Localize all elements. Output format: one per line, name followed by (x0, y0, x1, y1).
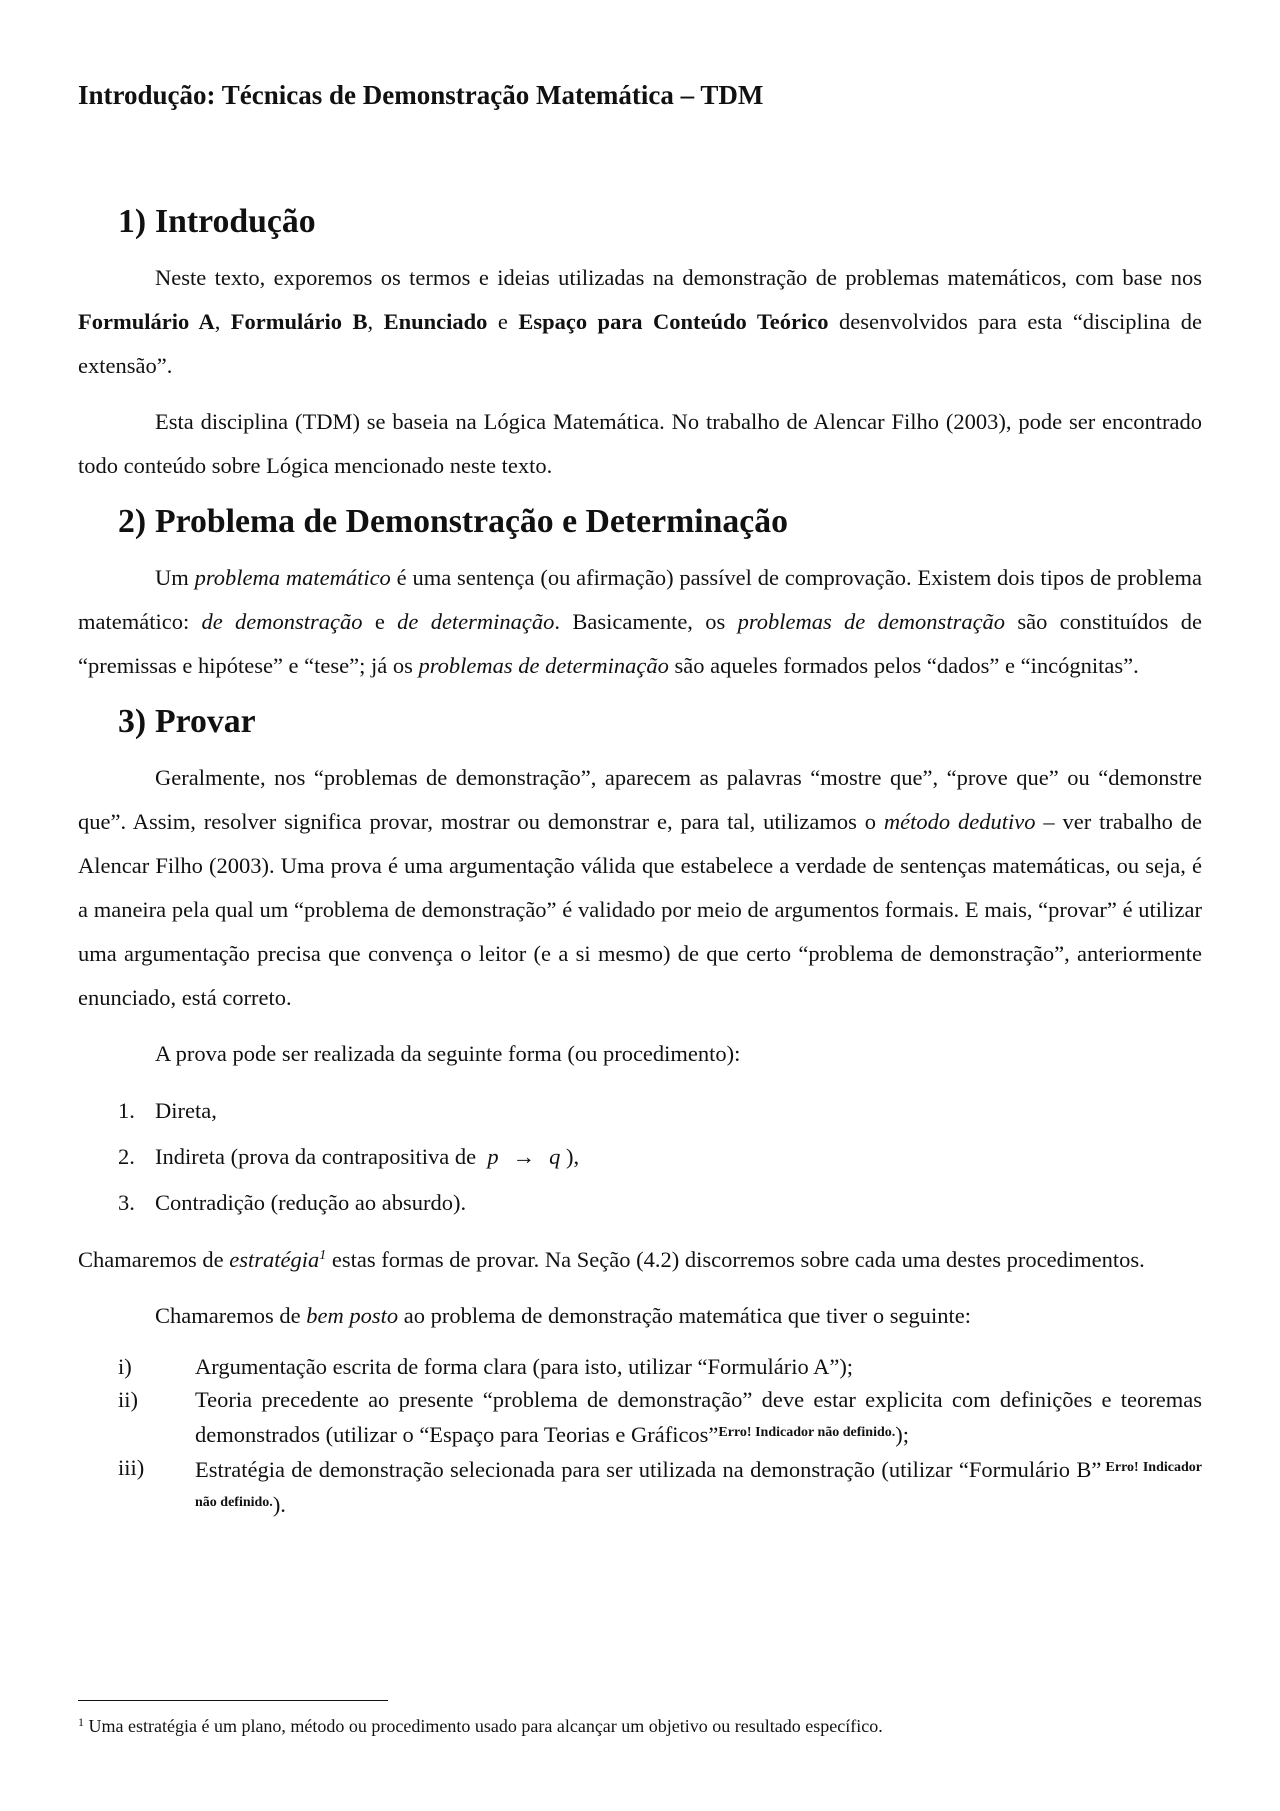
footnote (78, 1716, 883, 1737)
list-number: 2. (118, 1144, 135, 1169)
list-text: Contradição (redução ao absurdo). (155, 1190, 467, 1215)
text-run: e (487, 309, 519, 334)
text-run: – ver trabalho de Alencar Filho (2003). Uma prova é uma argumentação válida que estabelece a verdade de sentenças matemáticas, ou seja, é a maneira pela qual um “problema de demonstração” é validado por meio de argumentos formais. E mais, “provar” é utilizar uma argumentação precisa que convença o leitor (e a si mesmo) de que certo “problema de demonstração”, anteriormente enunciado, está correto. (78, 809, 1202, 1010)
section-heading-provar (78, 700, 1202, 744)
list-text: Direta, (155, 1098, 217, 1123)
list-number: ii) (118, 1387, 138, 1412)
italic-term: problemas de demonstração (737, 609, 1006, 634)
text-run: Um (155, 565, 195, 590)
list-number: i) (118, 1354, 132, 1379)
paragraph (78, 556, 1202, 688)
italic-term: problemas de determinação (418, 653, 669, 678)
text-run: ). (272, 1492, 286, 1517)
italic-term: de demonstração (201, 609, 363, 634)
text-run: ao problema de demonstração matemática que tiver o seguinte: (398, 1303, 971, 1328)
math-variable: p (487, 1144, 499, 1169)
list-item (78, 1383, 1202, 1451)
paragraph (78, 256, 1202, 388)
list-text (195, 1451, 1202, 1521)
document-title: Introdução: Técnicas de Demonstração Matemática – TDM (78, 80, 764, 110)
error-reference: Erro! Indicador não definido. (195, 1460, 1202, 1510)
italic-term: problema matemático (194, 565, 391, 590)
text-run: desenvolvidos para esta “disciplina de extensão”. (78, 309, 1202, 378)
list-number: iii) (118, 1455, 145, 1480)
text-run: e (362, 609, 398, 634)
paragraph: Esta disciplina (TDM) se baseia na Lógica Matemática. No trabalho de Alencar Filho (2003), pode ser encontrado todo conteúdo sobre Lógica mencionado neste texto. (78, 409, 1202, 478)
text-run: estas formas de provar. Na Seção (4.2) discorremos sobre cada uma destes procedimentos. (326, 1247, 1145, 1272)
proof-methods-list (78, 1088, 1202, 1226)
list-item (118, 1134, 1202, 1180)
text-run: Neste texto, exporemos os termos e ideias utilizadas na demonstração de problemas matemáticos, com base nos (155, 265, 1202, 290)
paragraph (78, 1294, 1202, 1338)
paragraph: A prova pode ser realizada da seguinte forma (ou procedimento): (155, 1041, 741, 1066)
section-title: Problema de Demonstração e Determinação (155, 503, 788, 540)
list-text: Indireta (prova da contrapositiva de (155, 1144, 477, 1169)
text-run: . Basicamente, os (554, 609, 738, 634)
text-run: , (214, 309, 231, 334)
italic-term: método dedutivo (883, 809, 1036, 834)
bold-term: Enunciado (383, 309, 488, 334)
text-run: Estratégia de demonstração selecionada para ser utilizada na demonstração (utilizar “Formulário B” (195, 1457, 1102, 1482)
list-item (118, 1180, 1202, 1226)
bold-term: Formulário A (78, 309, 215, 334)
paragraph (78, 756, 1202, 1020)
text-run: , (367, 309, 384, 334)
paragraph (78, 1238, 1202, 1282)
section-number: 2) (118, 503, 147, 540)
list-number: 3. (118, 1190, 135, 1215)
text-run: são aqueles formados pelos “dados” e “incógnitas”. (668, 653, 1139, 678)
section-title: Introdução (155, 203, 316, 240)
text-run: Teoria precedente ao presente “problema de demonstração” deve estar explicita com definições e teoremas demonstrados (utilizar o “Espaço para Teorias e Gráficos” (195, 1387, 1202, 1447)
footnote-divider (78, 1700, 388, 1701)
list-text (195, 1383, 1202, 1451)
section-title: Provar (155, 703, 256, 740)
document-body (78, 200, 1202, 1521)
section-heading-problema (78, 500, 1202, 544)
error-reference: Erro! Indicador não definido. (718, 1425, 896, 1440)
text-run: é uma sentença (ou afirmação) passível de comprovação. Existem dois tipos de problema matemático: (78, 565, 1202, 634)
text-run: ); (895, 1422, 910, 1447)
bold-term: Formulário B (230, 309, 368, 334)
footnote-text: Uma estratégia é um plano, método ou procedimento usado para alcançar um objetivo ou resultado específico. (84, 1716, 883, 1736)
implication-arrow-icon: → (512, 1144, 536, 1169)
italic-term: de determinação (397, 609, 555, 634)
list-number: 1. (118, 1098, 135, 1123)
math-variable: q (549, 1144, 561, 1169)
text-run: são constituídos de “premissas e hipótese” e “tese”; já os (78, 609, 1202, 678)
text-run: Geralmente, nos “problemas de demonstração”, aparecem as palavras “mostre que”, “prove que” ou “demonstre que”. Assim, resolver significa provar, mostrar ou demonstrar e, para tal, utilizamos o (78, 765, 1202, 834)
text-run: Chamaremos de (78, 1247, 230, 1272)
list-text: Argumentação escrita de forma clara (para isto, utilizar “Formulário A”); (195, 1354, 854, 1379)
section-number: 1) (118, 203, 147, 240)
list-item (78, 1350, 1202, 1383)
section-number: 3) (118, 703, 147, 740)
footnote-mark: 1 (78, 1715, 84, 1729)
list-text: ), (566, 1144, 580, 1169)
text-run: Chamaremos de (155, 1303, 307, 1328)
italic-term: estratégia (229, 1247, 320, 1272)
bold-term: Espaço para Conteúdo Teórico (518, 309, 829, 334)
list-item (118, 1088, 1202, 1134)
section-heading-introducao (78, 200, 1202, 244)
footnote-reference[interactable]: 1 (319, 1248, 327, 1263)
italic-term: bem posto (306, 1303, 399, 1328)
requirements-list (78, 1350, 1202, 1521)
list-item (78, 1451, 1202, 1521)
